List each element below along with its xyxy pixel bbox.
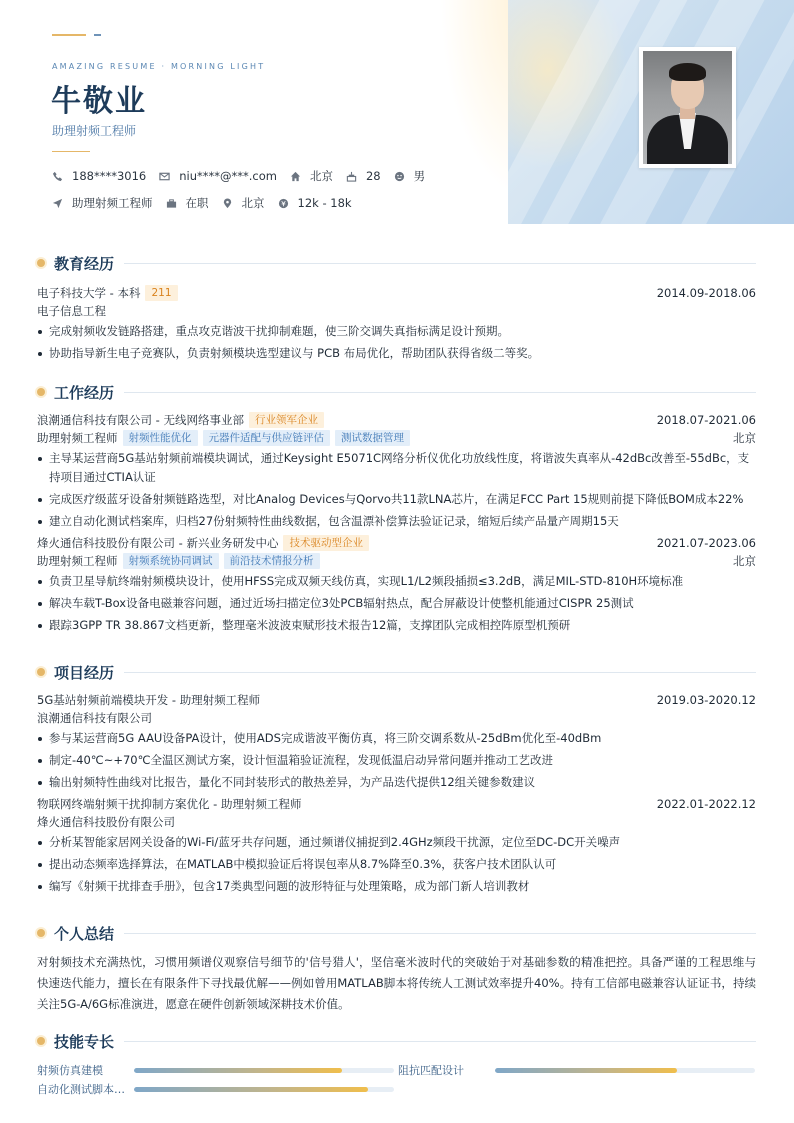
section-dot-icon — [37, 929, 45, 937]
education-heading: 教育经历 — [37, 252, 756, 274]
school-name: 电子科技大学 - 本科 — [37, 286, 141, 300]
job-intent-row — [52, 195, 365, 211]
intent-status-text: 在职 — [185, 196, 209, 210]
role-tag: 元器件适配与供应链评估 — [203, 430, 331, 446]
contact-gender — [394, 168, 426, 184]
list-item: 建立自动化测试档案库，归档27份射频特性曲线数据，包含温漂补偿算法验证记录，缩短后续产品量产周期15天 — [37, 512, 756, 531]
gender-text: 男 — [413, 169, 426, 183]
list-item: 分析某智能家居网关设备的Wi-Fi/蓝牙共存问题，通过频谱仪捕捉到2.4GHz频段干扰源，定位至DC-DC开关噪声 — [37, 833, 756, 852]
education-entry-header — [37, 284, 756, 302]
candidate-title: 助理射频工程师 — [52, 124, 137, 138]
list-item: 参与某运营商5G AAU设备PA设计，使用ADS完成谐波平衡仿真，将三阶交调系数从-25dBm优化至-40dBm — [37, 729, 756, 748]
summary-section — [37, 922, 756, 1015]
job-role: 助理射频工程师 — [37, 431, 118, 445]
skill-bar — [134, 1087, 394, 1092]
list-item: 制定-40℃~+70℃全温区测试方案，设计恒温箱验证流程，发现低温启动异常问题并推动工艺改进 — [37, 751, 756, 770]
list-item: 跟踪3GPP TR 38.867文档更新，整理毫米波波束赋形技术报告12篇，支撑团队完成相控阵原型机预研 — [37, 616, 756, 635]
summary-text: 对射频技术充满热忱，习惯用频谱仪观察信号细节的'信号猎人'，坚信毫米波时代的突破始于对基础参数的精准把控。具备严谨的工程思维与快速迭代能力，擅长在有限条件下寻找最优解——例如曾用MATLAB脚本将传统人工测试效率提升40%。持有工信部电磁兼容认证证书，持续关注5G-A/6G标准演进，愿意在硬件创新领域深耕技术价值。 — [37, 955, 756, 1011]
job-role: 助理射频工程师 — [37, 554, 118, 568]
projects-heading: 项目经历 — [37, 661, 756, 683]
section-dot-icon — [37, 388, 45, 396]
skill-bar — [134, 1068, 394, 1073]
intent-position-text: 助理射频工程师 — [72, 196, 153, 210]
company-tag: 技术驱动型企业 — [283, 535, 369, 551]
salary-icon — [278, 198, 289, 209]
skills-heading: 技能专长 — [37, 1030, 756, 1052]
contact-age — [346, 169, 381, 183]
job-date: 2018.07-2021.06 — [656, 413, 756, 427]
list-item: 主导某运营商5G基站射频前端模块调试，通过Keysight E5071C网络分析仪优化功放线性度，将谐波失真率从-42dBc改善至-55dBc，支持项目通过CTIA认证 — [37, 449, 756, 487]
section-dot-icon — [37, 668, 45, 676]
skill-bar — [495, 1068, 755, 1073]
education-date: 2014.09-2018.06 — [656, 286, 756, 300]
skill-name: 射频仿真建模 — [37, 1064, 103, 1077]
mail-icon — [159, 171, 170, 182]
role-tag: 射频系统协同调试 — [123, 553, 219, 569]
job-header — [37, 411, 756, 429]
skill-name: 自动化测试脚本… — [37, 1083, 125, 1096]
age-text: 28 — [365, 169, 381, 183]
project-header — [37, 795, 756, 813]
decorative-lines — [52, 34, 101, 36]
candidate-name: 牛敬业 — [51, 84, 147, 119]
project-name: 5G基站射频前端模块开发 - 助理射频工程师 — [37, 693, 261, 707]
contact-home — [290, 168, 333, 184]
email-text: niu****@***.com — [179, 169, 277, 183]
job-role-row — [37, 552, 756, 570]
job-city: 北京 — [733, 431, 756, 445]
list-item: 协助指导新生电子竞赛队，负责射频模块选型建议与 PCB 布局优化，帮助团队获得省级二等奖。 — [37, 344, 756, 363]
list-item: 解决车载T-Box设备电磁兼容问题，通过近场扫描定位3处PCB辐射热点，配合屏蔽设计使整机能通过CISPR 25测试 — [37, 594, 756, 613]
resume-tagline: AMAZING RESUME · MORNING LIGHT — [52, 62, 266, 71]
section-dot-icon — [37, 259, 45, 267]
send-icon — [52, 198, 63, 209]
contact-phone — [52, 169, 146, 183]
list-item: 完成射频收发链路搭建，重点攻克谐波干扰抑制难题，使三阶交调失真指标满足设计预期。 — [37, 322, 756, 341]
role-tag: 测试数据管理 — [335, 430, 410, 446]
job-role-row — [37, 429, 756, 447]
intent-city — [222, 195, 265, 211]
education-major: 电子信息工程 — [37, 304, 106, 318]
section-dot-icon — [37, 1037, 45, 1045]
intent-position — [52, 195, 153, 211]
job-city: 北京 — [733, 554, 756, 568]
education-section — [37, 252, 756, 366]
project-org: 浪潮通信科技有限公司 — [37, 711, 152, 725]
title-divider — [52, 151, 90, 152]
job-date: 2021.07-2023.06 — [656, 536, 756, 550]
intent-salary — [278, 196, 352, 210]
skill-item — [37, 1081, 394, 1097]
location-pin-icon — [222, 198, 233, 209]
skills-section — [37, 1030, 756, 1098]
list-item: 输出射频特性曲线对比报告，量化不同封装形式的散热差异，为产品迭代提供12组关键参数建议 — [37, 773, 756, 792]
list-item: 负责卫星导航终端射频模块设计，使用HFSS完成双频天线仿真，实现L1/L2频段插损≤3.2dB，满足MIL-STD-810H环境标准 — [37, 572, 756, 591]
intent-status — [166, 195, 209, 211]
list-item: 编写《射频干扰排查手册》，包含17类典型问题的波形特征与处理策略，成为部门新人培训教材 — [37, 877, 756, 896]
home-text: 北京 — [309, 169, 333, 183]
intent-salary-text: 12k - 18k — [297, 196, 352, 210]
company-name: 烽火通信科技股份有限公司 - 新兴业务研发中心 — [37, 536, 279, 550]
project-org: 烽火通信科技股份有限公司 — [37, 815, 175, 829]
skill-name: 阻抗匹配设计 — [398, 1064, 464, 1077]
list-item: 提出动态频率选择算法，在MATLAB中模拟验证后将误包率从8.7%降至0.3%，获客户技术团队认可 — [37, 855, 756, 874]
role-tag: 前沿技术情报分析 — [224, 553, 320, 569]
profile-photo — [639, 47, 736, 168]
project-date: 2022.01-2022.12 — [656, 797, 756, 811]
home-icon — [290, 171, 301, 182]
summary-heading: 个人总结 — [37, 922, 756, 944]
briefcase-icon — [166, 198, 177, 209]
gender-icon — [394, 171, 405, 182]
project-name: 物联网终端射频干扰抑制方案优化 - 助理射频工程师 — [37, 797, 302, 811]
resume-header — [0, 0, 794, 230]
company-tag: 行业领军企业 — [249, 412, 324, 428]
skill-item — [37, 1062, 394, 1078]
skill-item — [398, 1062, 755, 1078]
cake-icon — [346, 171, 357, 182]
work-heading: 工作经历 — [37, 381, 756, 403]
phone-icon — [52, 171, 63, 182]
skills-list — [37, 1058, 756, 1098]
school-tag: 211 — [145, 285, 177, 301]
contact-info-row — [52, 168, 438, 184]
project-date: 2019.03-2020.12 — [656, 693, 756, 707]
role-tag: 射频性能优化 — [123, 430, 198, 446]
list-item: 完成医疗级蓝牙设备射频链路选型，对比Analog Devices与Qorvo共11款LNA芯片，在满足FCC Part 15规则前提下降低BOM成本22% — [37, 490, 756, 509]
work-section — [37, 381, 756, 638]
projects-section — [37, 661, 756, 899]
phone-text: 188****3016 — [72, 169, 147, 183]
project-header — [37, 691, 756, 709]
intent-city-text: 北京 — [241, 196, 265, 210]
company-name: 浪潮通信科技有限公司 - 无线网络事业部 — [37, 413, 244, 427]
contact-email — [159, 169, 277, 183]
job-header — [37, 534, 756, 552]
